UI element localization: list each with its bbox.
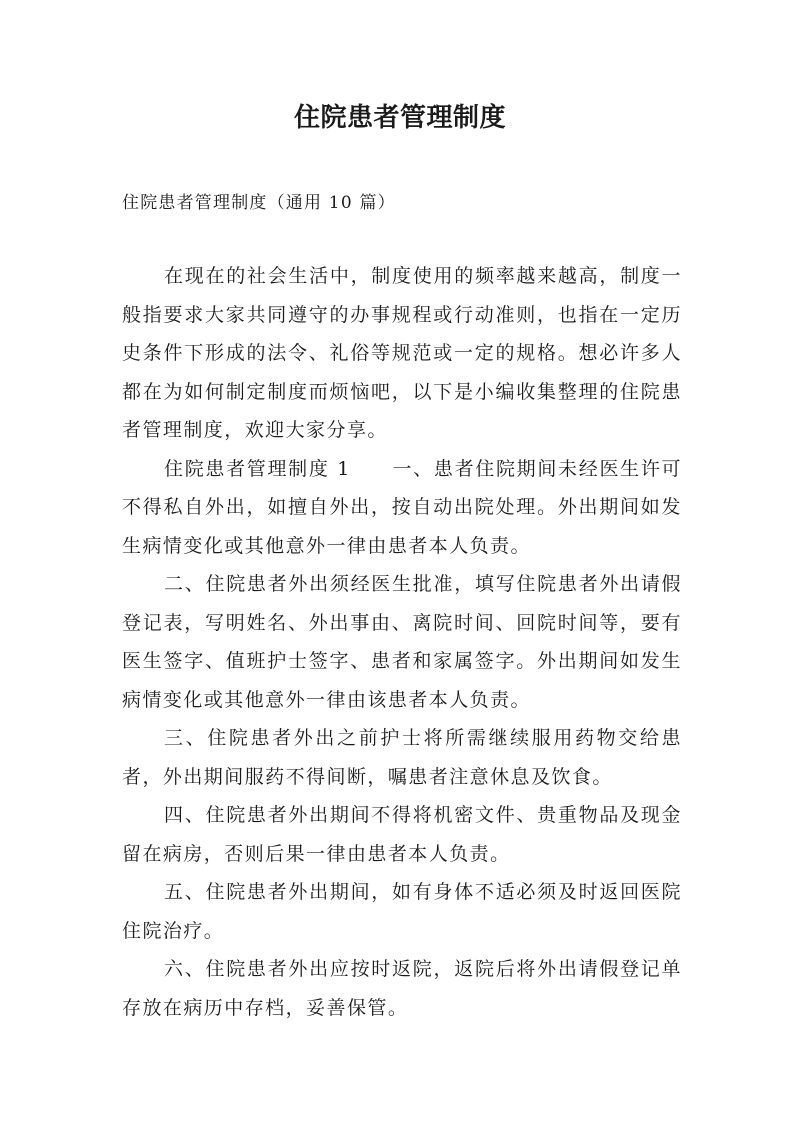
- document-subtitle: 住院患者管理制度（通用 10 篇）: [122, 193, 396, 213]
- paragraph-rule-3: 三、住院患者外出之前护士将所需继续服用药物交给患者，外出期间服药不得间断，嘱患者注意休息及饮食。: [122, 727, 682, 788]
- document-title: 住院患者管理制度: [293, 103, 506, 133]
- paragraph-rule-6: 六、住院患者外出应按时返院，返院后将外出请假登记单存放在病历中存档，妥善保管。: [122, 958, 682, 1019]
- paragraph-rule-5: 五、住院患者外出期间，如有身体不适必须及时返回医院住院治疗。: [122, 881, 682, 942]
- paragraph-rule-2: 二、住院患者外出须经医生批准，填写住院患者外出请假登记表，写明姓名、外出事由、离院时间、回院时间等，要有医生签字、值班护士签字、患者和家属签字。外出期间如发生病情变化或其他意外一律由该患者本人负责。: [122, 573, 682, 711]
- paragraph-rule-1: 住院患者管理制度 1 一、患者住院期间未经医生许可不得私自外出，如擅自外出，按自动出院处理。外出期间如发生病情变化或其他意外一律由患者本人负责。: [122, 457, 682, 557]
- paragraph-rule-4: 四、住院患者外出期间不得将机密文件、贵重物品及现金留在病房，否则后果一律由患者本人负责。: [122, 804, 682, 865]
- paragraph-intro: 在现在的社会生活中，制度使用的频率越来越高，制度一般指要求大家共同遵守的办事规程或行动准则，也指在一定历史条件下形成的法令、礼俗等规范或一定的规格。想必许多人都在为如何制定制度而烦恼吧，以下是小编收集整理的住院患者管理制度，欢迎大家分享。: [122, 265, 682, 441]
- document-body: [122, 257, 682, 1027]
